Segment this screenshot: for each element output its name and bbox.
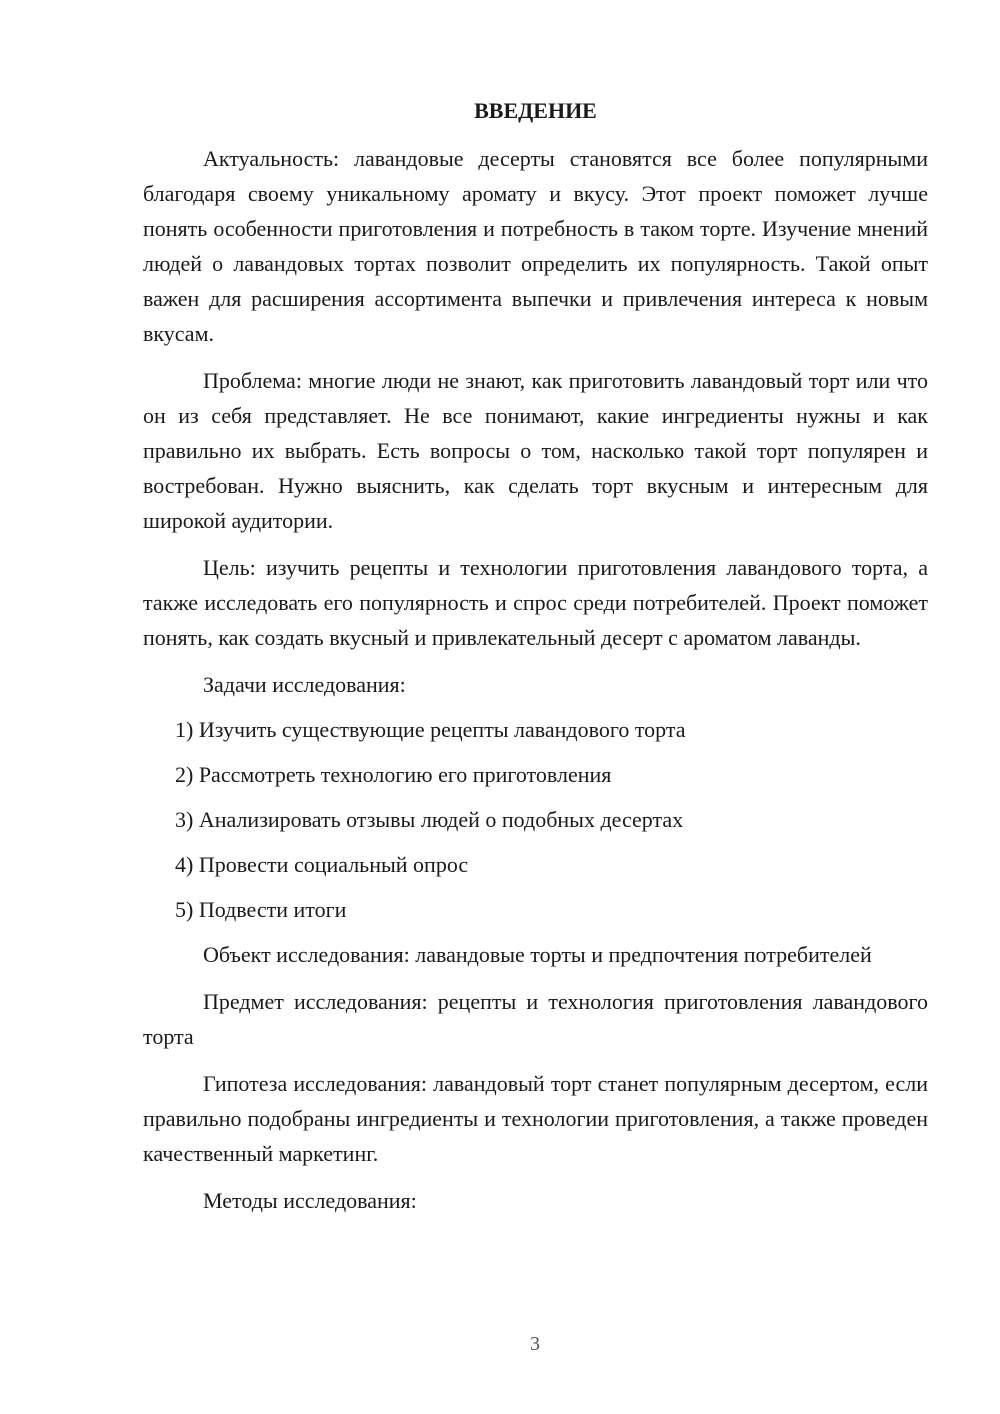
page-title: ВВЕДЕНИЕ (474, 98, 597, 123)
methods-label: Методы исследования: (203, 1188, 417, 1213)
subject-paragraph: Предмет исследования: рецепты и технология приготовления лавандового торта (143, 989, 928, 1049)
list-item: 4) Провести социальный опрос (175, 852, 469, 877)
relevance-paragraph: Актуальность: лавандовые десерты становятся все более популярными благодаря своему уникальному аромату и вкусу. Этот проект поможет лучше понять особенности приготовления и потребность в таком торте. Изучение мнений людей о лавандовых тортах позволит определить их популярность. Такой опыт важен для расширения ассортимента выпечки и привлечения интереса к новым вкусам. (143, 146, 928, 346)
object-paragraph: Объект исследования: лавандовые торты и предпочтения потребителей (203, 942, 872, 967)
list-item: 3) Анализировать отзывы людей о подобных десертах (175, 807, 684, 832)
list-item: 1) Изучить существующие рецепты лавандового торта (175, 717, 686, 742)
hypothesis-paragraph: Гипотеза исследования: лавандовый торт станет популярным десертом, если правильно подобраны ингредиенты и технологии приготовления, а также проведен качественный маркетинг. (143, 1071, 928, 1166)
problem-paragraph: Проблема: многие люди не знают, как приготовить лавандовый торт или что он из себя представляет. Не все понимают, какие ингредиенты нужны и как правильно их выбрать. Есть вопросы о том, насколько такой торт популярен и востребован. Нужно выяснить, как сделать торт вкусным и интересным для широкой аудитории. (143, 368, 928, 533)
goal-paragraph: Цель: изучить рецепты и технологии приготовления лавандового торта, а также исследовать его популярность и спрос среди потребителей. Проект поможет понять, как создать вкусный и привлекательный десерт с ароматом лаванды. (143, 555, 928, 650)
document-page (143, 95, 928, 1228)
list-item: 5) Подвести итоги (175, 897, 347, 922)
list-item: 2) Рассмотреть технологию его приготовления (175, 762, 612, 787)
tasks-label: Задачи исследования: (203, 672, 406, 697)
page-number: 3 (530, 1333, 540, 1355)
tasks-list (143, 712, 928, 927)
